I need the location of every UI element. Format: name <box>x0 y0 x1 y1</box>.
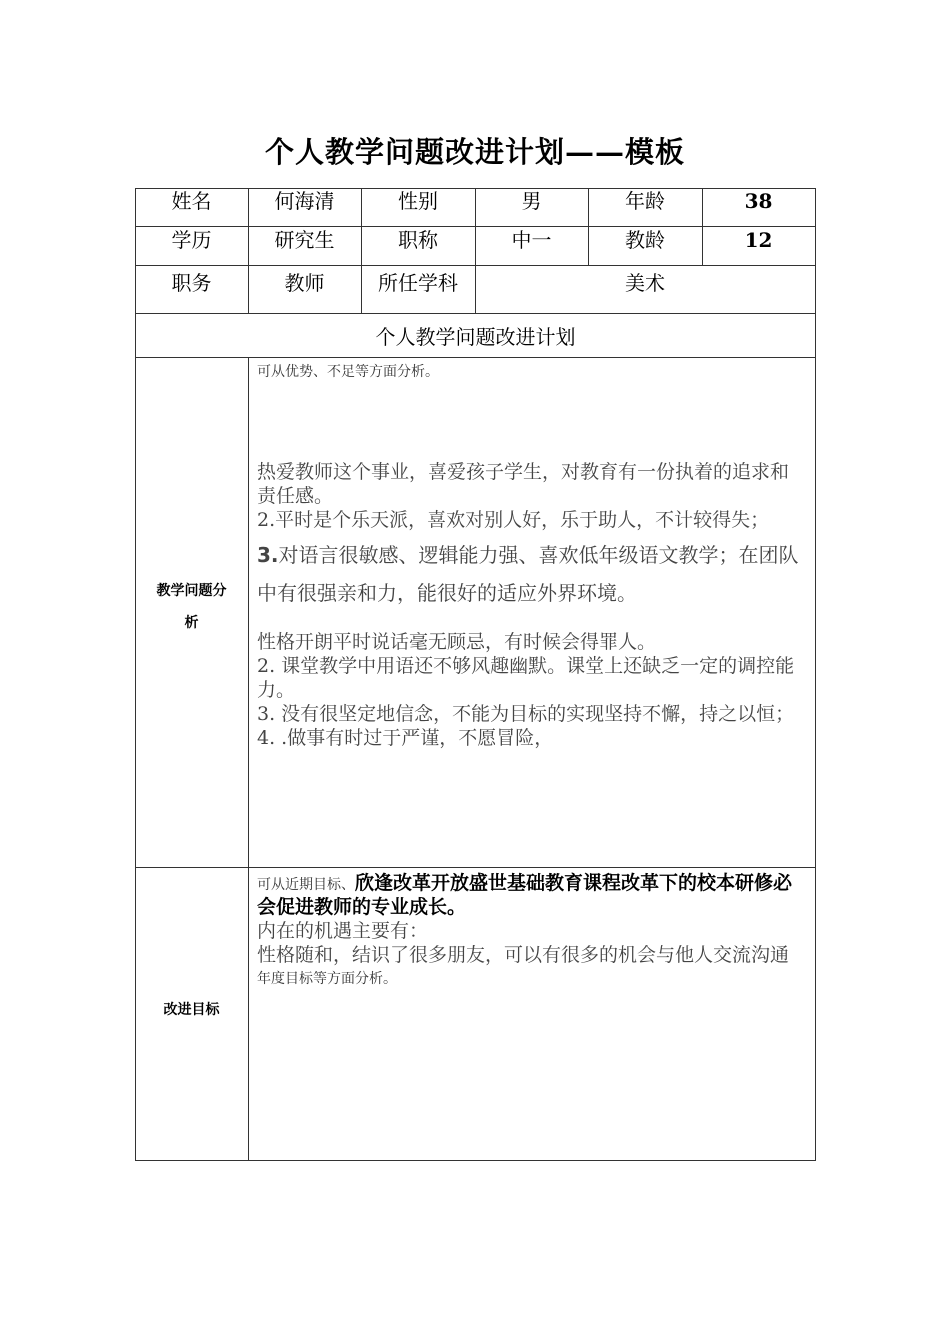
page-title: 个人教学问题改进计划——模板 <box>264 135 685 169</box>
subject-label: 所任学科 <box>378 271 458 295</box>
goals-hint-1: 可从近期目标、 <box>257 877 355 893</box>
row-divider <box>135 867 816 868</box>
analysis-label-line1: 教学问题分 <box>156 583 227 599</box>
goals-label: 改进目标 <box>163 1002 220 1018</box>
position-value: 教师 <box>284 271 325 295</box>
age-label: 年龄 <box>625 189 665 213</box>
strength-2: 2.平时是个乐天派，喜欢对别人好，乐于助人，不计较得失； <box>257 509 770 531</box>
gender-value: 男 <box>521 189 542 213</box>
goals-line-2: 内在的机遇主要有： <box>257 920 429 942</box>
position-label: 职务 <box>171 271 212 295</box>
table-border-bottom <box>135 1160 816 1161</box>
weakness-3: 3. 没有很坚定地信念，不能为目标的实现坚持不懈，持之以恒； <box>257 703 795 725</box>
goals-lead-paragraph <box>257 871 807 919</box>
name-value: 何海清 <box>274 189 335 213</box>
goals-lead: 欣逢改革开放盛世基础教育课程改革下的校本研修必会促进教师的专业成长。 <box>257 872 793 918</box>
analysis-label-line2: 析 <box>184 615 199 631</box>
name-label: 姓名 <box>171 189 212 213</box>
row-divider <box>135 357 816 358</box>
teaching-years-label: 教龄 <box>625 228 665 252</box>
teaching-years-value: 12 <box>744 228 773 252</box>
analysis-label <box>135 575 248 639</box>
goals-hint-2: 年度目标等方面分析。 <box>257 971 397 987</box>
row-divider <box>135 313 816 314</box>
weakness-4: 4. .做事有时过于严谨，不愿冒险， <box>257 727 554 749</box>
section-title: 个人教学问题改进计划 <box>375 325 576 349</box>
goals-content <box>257 871 807 989</box>
title-label: 职称 <box>398 228 438 252</box>
strength-3 <box>257 536 807 612</box>
goals-line-3: 性格随和，结识了很多朋友，可以有很多的机会与他人交流沟通 <box>257 944 790 966</box>
strength-3-text: 对语言很敏感、逻辑能力强、喜欢低年级语文教学；在团队中有很强亲和力，能很好的适应外界环境。 <box>257 543 799 605</box>
strength-1: 热爱教师这个事业，喜爱孩子学生，对教育有一份执着的追求和责任感。 <box>257 461 790 507</box>
subject-value: 美术 <box>625 271 665 295</box>
age-value: 38 <box>744 189 773 213</box>
analysis-hint: 可从优势、不足等方面分析。 <box>257 364 439 380</box>
col-divider <box>248 357 249 1161</box>
education-value: 研究生 <box>274 228 335 252</box>
weakness-1: 性格开朗平时说话毫无顾忌，有时候会得罪人。 <box>257 631 657 653</box>
gender-label: 性别 <box>398 189 438 213</box>
title-value: 中一 <box>511 228 552 252</box>
plan-table <box>135 188 816 1161</box>
weakness-2: 2. 课堂教学中用语还不够风趣幽默。课堂上还缺乏一定的调控能力。 <box>257 655 795 701</box>
analysis-content <box>257 362 807 750</box>
education-label: 学历 <box>171 228 212 252</box>
strength-3-number: 3. <box>257 543 279 567</box>
